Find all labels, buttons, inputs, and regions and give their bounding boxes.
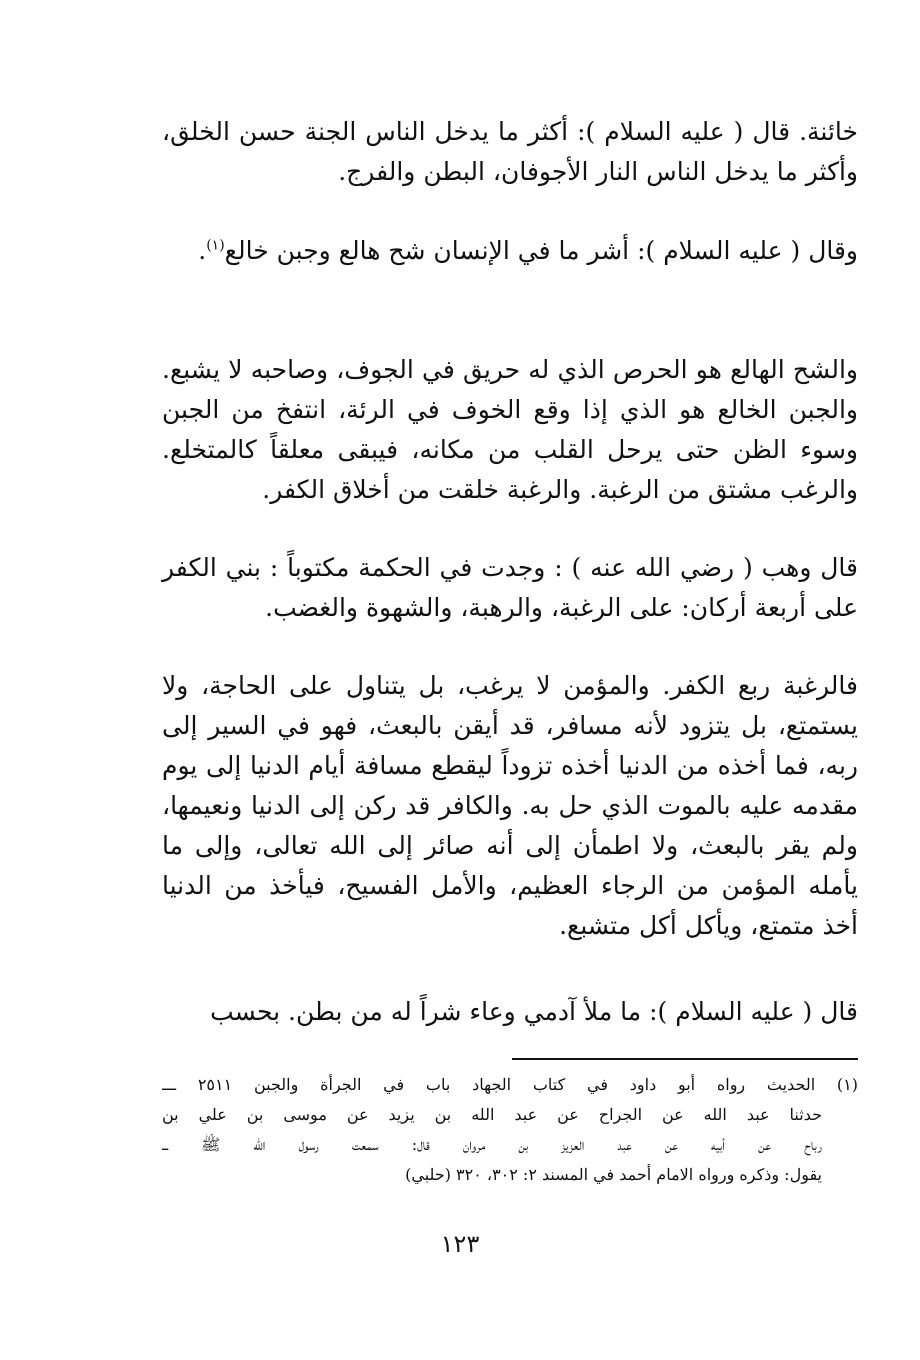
paragraph-2-text: وقال ( عليه السلام ): أشر ما في الإنسان شح هالع وجبن خالع	[224, 236, 858, 265]
footnote-divider	[512, 1058, 858, 1060]
footnote-block	[162, 1070, 858, 1190]
paragraph-4: قال وهب ( رضي الله عنه ) : وجدت في الحكمة مكتوباً : بني الكفر على أربعة أركان: على الرغبة، والرهبة، والشهوة والغضب.	[162, 553, 858, 622]
paragraph-3: والشح الهالع هو الحرص الذي له حريق في الجوف، وصاحبه لا يشبع. والجبن الخالع هو الذي إذا وقع الخوف في الرئة، انتفخ من الجبن وسوء الظن حتى يرحل القلب من مكانه، فيبقى معلقاً كالمتخلع. والرغب مشتق من الرغبة. والرغبة خلقت من أخلاق الكفر.	[162, 355, 858, 504]
footnote-reference: (١)	[206, 237, 225, 254]
paragraph-6: قال ( عليه السلام ): ما ملأ آدمي وعاء شراً له من بطن. بحسب	[210, 997, 858, 1026]
paragraph-5: فالرغبة ربع الكفر. والمؤمن لا يرغب، بل يتناول على الحاجة، ولا يستمتع، بل يتزود لأنه مسافر، قد أيقن بالبعث، فهو في السير إلى ربه، فما أخذه من الدنيا أخذه تزوداً ليقطع مسافة أيام الدنيا إلى يوم مقدمه عليه بالموت الذي حل به. والكافر قد ركن إلى الدنيا ونعيمها، ولم يقر بالبعث، ولا اطمأن إلى أنه صائر إلى الله تعالى، وإلى ما يأمله المؤمن من الرجاء العظيم، والأمل الفسيح، فيأخذ من الدنيا أخذ متمتع، ويأكل أكل متشبع.	[162, 671, 858, 940]
footnote-line-1: (١) الحديث رواه أبو داود في كتاب الجهاد باب في الجرأة والجبن ٢٥١١ ـــ	[162, 1075, 858, 1094]
footnote-line-3: رباح عن أبيه عن عبد العزيز بن مروان قال: سمعت رسول الله ﷺ ـــ	[162, 1135, 822, 1154]
paragraph-2	[162, 231, 858, 271]
footnote-line-4: يقول: وذكره ورواه الامام أحمد في المسند ٢: ٣٠٢، ٣٢٠ (حلبي)	[405, 1165, 822, 1184]
footnote-line-2: حدثنا عبد الله عن الجراح عن عبد الله بن يزيد عن موسى بن علي بن	[162, 1105, 822, 1124]
paragraph-2-end: .	[198, 236, 207, 265]
page-number: ١٢٣	[440, 1230, 480, 1258]
paragraph-1: خائنة. قال ( عليه السلام ): أكثر ما يدخل الناس الجنة حسن الخلق، وأكثر ما يدخل الناس النار الأجوفان، البطن والفرج.	[162, 117, 858, 186]
